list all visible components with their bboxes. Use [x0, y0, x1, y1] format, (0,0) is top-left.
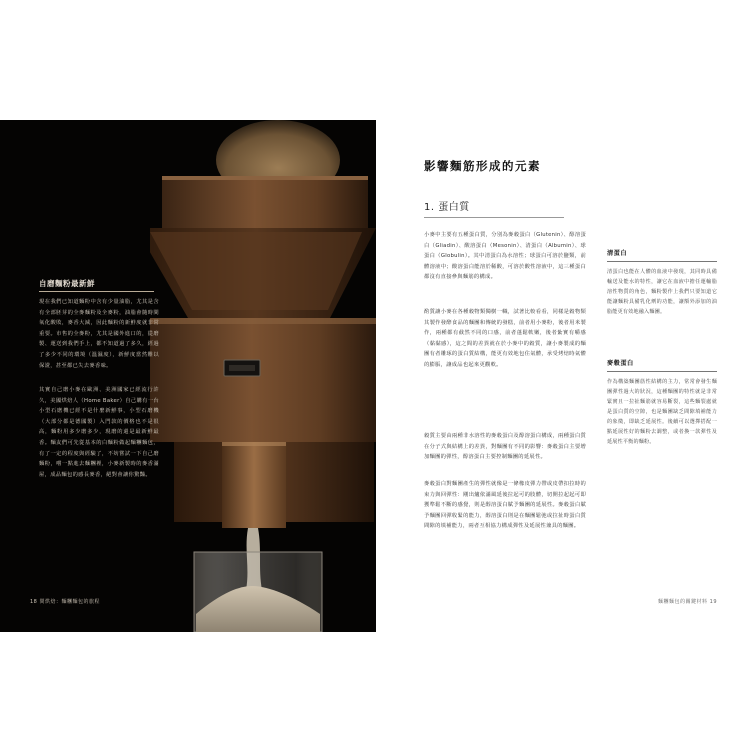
sidebar-title: 自磨麵粉最新鮮: [39, 279, 95, 288]
sidebar-divider: [39, 291, 154, 292]
sidebar-paragraph: 現在我們已知道麵粉中含有少量油脂，尤其是含有全部胚芽的全麥麵粉及全麥粉，油脂會隨時間氧化酸敗，麥香大減，因此麵粉的新鮮度就非常重要。市售的全麥粉，尤其是國外進口的，從磨製、運送到我們手上，都不知道過了多久，經過了多少不同的環境（溫濕度），新鮮度當然難以保證，甚至都已失去麥香味。: [39, 299, 159, 369]
side-note-body: 清蛋白也能在人體的血液中發現，其同時具備輸送及能水的特性，讓它在血液中擔任運輸脂溶性物質的角色，麵粉製作上我們只要知道它能讓麵粉具備乳化劑的功能，讓額外添加的油脂能更有效地融入麵團。: [607, 269, 717, 315]
side-note-title: 麥穀蛋白: [607, 360, 634, 367]
grain-mill-photo: [0, 120, 376, 632]
section-heading: 1. 蛋白質: [424, 198, 564, 218]
body-paragraph: 酌質讓小麥在各種穀物類獨樹一幟，試著比較看看，同樣是穀物類其製作發酵食品的麵團和傳統的發糕，前者用小麥粉，後者用米製作，兩種都有截然不同的口感，前者蓬鬆軟嫩，後者紮實有嚼感（黏黏感），這之間的差異就在於小麥中的穀質，讓小麥製成的麵團有者雕琢的蛋白質結構，能更有效地包住氣體，承受烤焙時氣體的膨脹，讓成品也起來更觀軟。: [424, 309, 586, 368]
sidebar-paragraph: 其實自己磨小麥在歐洲、美洲國家已經流行許久，美國烘焙人（Home Baker）自己購有一台小型石磨機已經不是什麼新鮮事，小型石磨機（大部分都是德國製）入門款的價格也不是很高，麵粉用多少磨多少，現磨的還是最新鮮最香。麵友們可先從基本的白麵粉做起麵糰麵包，有了一定的程度與經驗了，不妨嘗試一下自己磨麵粉，嚐一點進去麵糰裡，小麥新製時的麥香滿屋，成品麵包的感長麥香，絕對會讓你驚豔。: [39, 387, 159, 478]
side-note-divider: [607, 261, 717, 262]
page-folio-right: 麵糰麵包的關鍵材料 19: [658, 599, 717, 605]
page-folio-left: 18 問烘焙：麵糰麵包的旅程: [30, 599, 100, 605]
right-page: [376, 120, 750, 632]
body-paragraph: 小麥中主要有五種蛋白質，分別為麥穀蛋白（Glutenin）、醇溶蛋白（Gliadin）、酸溶蛋白（Mesonin）、清蛋白（Albumin）、球蛋白（Globulin）。其中清蛋白為水溶性；球蛋白可溶於鹽類，前體溶液中；酸溶蛋白能溶於稀酸，可溶於酸性溶液中，這三種蛋白都沒有直接參與麵筋的構成。: [424, 232, 586, 280]
left-page: [0, 120, 376, 632]
body-paragraph: 穀質主要由兩種非水溶性的麥穀蛋白及醇溶蛋白構成，兩種蛋白質在分子式與結構上的差異，對麵團有不同的影響：麥穀蛋白主要增加麵團的彈性，醇溶蛋白主要控制麵團的延展性。: [424, 433, 586, 460]
side-note-title: 清蛋白: [607, 250, 628, 257]
side-note-divider: [607, 371, 717, 372]
side-note-albumin: [607, 248, 717, 317]
chapter-title: 影響麵筋形成的元素: [424, 159, 541, 173]
book-spread: [0, 120, 750, 632]
side-note-body: 作為構築麵團筋性結構的主力，常常會發生麵團彈性過大的狀況，這種麵團的特性就是非常緊實且一拉扯麵筋就容易斷裂，這些麵裂處就是蛋白質的空隙，也是麵團缺乏間隙填補能力的象徵，即缺乏延展性。後續可以選擇搭配一點延展性好的麵粉去調整，或者換一款彈性及延展性平衡的麵粉。: [607, 379, 717, 445]
body-paragraph: 麥穀蛋白對麵團產生的彈性就像是一條橡皮彈力帶或皮帶扣拉時的束力與回彈性：剛出爐依滿風延後拉起可的肢體，切開拉起起可即獲準鬆不斷的感覺，則是醇溶蛋白賦予麵團的延展性。麥穀蛋白賦予麵團回彈收緊的能力，醇溶蛋白則是在麵團鬆弛或拉扯時蛋白質間隙的填補能力，兩者互相協力構成彈性及延展性兼具的麵團。: [424, 481, 586, 529]
side-note-glutenin: [607, 358, 717, 447]
